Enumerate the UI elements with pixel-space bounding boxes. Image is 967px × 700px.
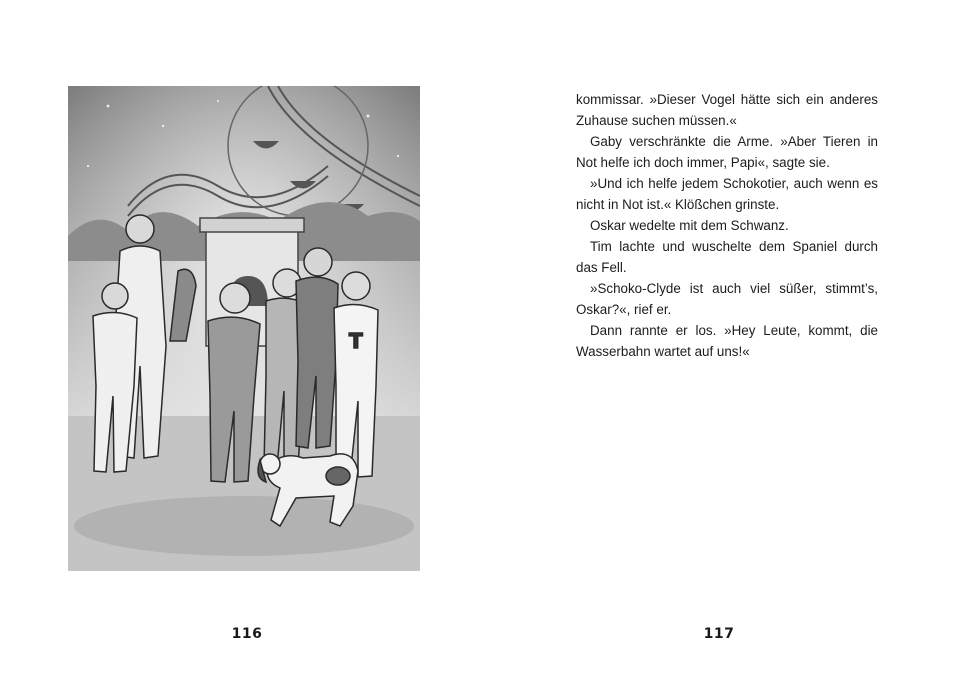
page-number-left: 116 [231, 626, 263, 642]
paragraph: »Schoko-Clyde ist auch viel süßer, stimmt’s, Oskar?«, rief er. [576, 281, 878, 317]
paragraph: kommissar. »Dieser Vogel hätte sich ein anderes Zuhause suchen müssen.« [576, 92, 878, 128]
page-number-right: 117 [703, 626, 735, 642]
svg-text:T: T [349, 329, 363, 353]
paragraph: Tim lachte und wuschelte dem Spaniel durch das Fell. [576, 239, 878, 275]
paragraph: Gaby verschränkte die Arme. »Aber Tieren in Not helfe ich doch immer, Papi«, sagte sie. [576, 134, 878, 170]
left-page [0, 0, 483, 700]
right-page [483, 0, 967, 700]
family-amusement-park-illustration-icon [68, 86, 420, 571]
paragraph: Oskar wedelte mit dem Schwanz. [590, 218, 789, 233]
text-block [576, 89, 878, 362]
paragraph: Dann rannte er los. »Hey Leute, kommt, die Wasserbahn wartet auf uns!« [576, 323, 878, 359]
paragraph: »Und ich helfe jedem Schokotier, auch wenn es nicht in Not ist.« Klößchen grinste. [576, 176, 878, 212]
illustration [68, 86, 420, 571]
